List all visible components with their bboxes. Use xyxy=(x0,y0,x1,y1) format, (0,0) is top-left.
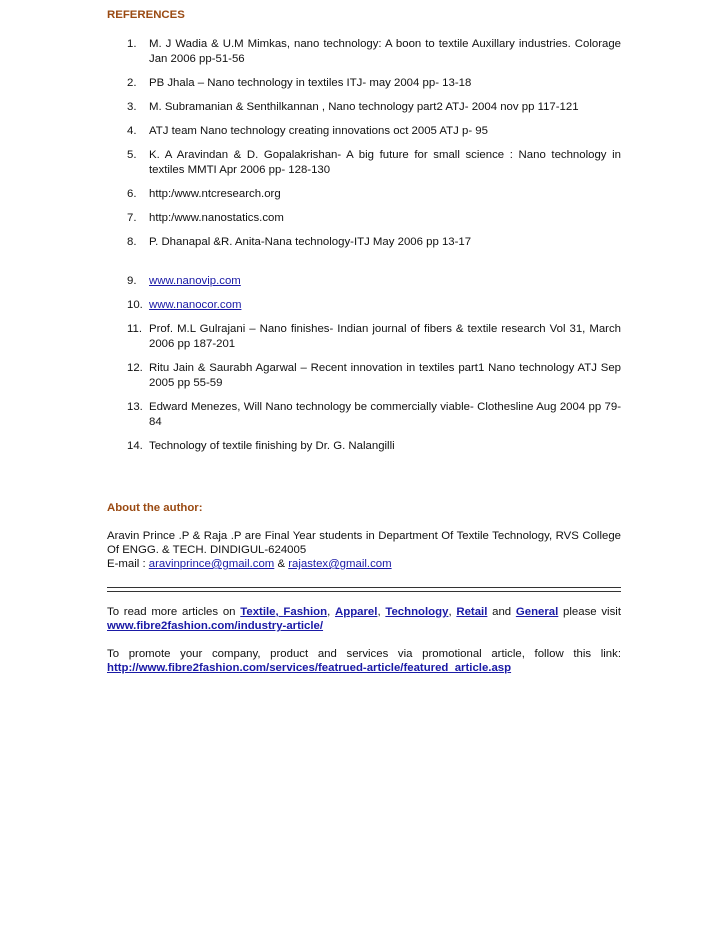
reference-link[interactable]: www.nanovip.com xyxy=(149,275,241,287)
reference-number: 11. xyxy=(127,323,142,335)
references-list xyxy=(107,37,621,454)
reference-text: Technology of textile finishing by Dr. G. Nalangilli xyxy=(149,440,395,452)
category-link-apparel[interactable]: Apparel xyxy=(335,606,378,618)
promo-text: To read more articles on xyxy=(107,606,241,618)
email-label: E-mail : xyxy=(107,558,149,570)
featured-article-link[interactable]: http://www.fibre2fashion.com/services/featrued-article/featured_article.asp xyxy=(107,662,512,674)
reference-text: P. Dhanapal &R. Anita-Nana technology-ITJ May 2006 pp 13-17 xyxy=(149,236,472,248)
reference-item xyxy=(107,361,621,391)
reference-item xyxy=(107,235,621,250)
reference-number: 7. xyxy=(127,212,137,224)
reference-number: 13. xyxy=(127,401,143,413)
email-link-raja[interactable]: rajastex@gmail.com xyxy=(288,558,392,570)
promote-company-paragraph xyxy=(107,647,621,675)
reference-link[interactable]: www.nanocor.com xyxy=(149,299,242,311)
reference-item xyxy=(107,439,621,454)
promo-text: please visit xyxy=(558,606,621,618)
email-link-aravin[interactable]: aravinprince@gmail.com xyxy=(148,558,275,570)
reference-item xyxy=(107,322,621,352)
section-divider xyxy=(107,587,621,592)
reference-item xyxy=(107,298,621,313)
reference-text: M. J Wadia & U.M Mimkas, nano technology: A boon to textile Auxillary industries. Colorage Jan 2006 pp-51-56 xyxy=(149,38,621,65)
author-description: Aravin Prince .P & Raja .P are Final Year students in Department Of Textile Technology, RVS College Of ENGG. & TECH. DINDIGUL-624005 xyxy=(107,530,621,556)
promo-conjunction: and xyxy=(487,606,516,618)
email-separator: & xyxy=(274,558,289,570)
author-heading: About the author: xyxy=(107,502,203,514)
reference-text: http:/www.nanostatics.com xyxy=(149,212,284,224)
reference-text: Edward Menezes, Will Nano technology be commercially viable- Clothesline Aug 2004 pp 79-84 xyxy=(149,401,621,428)
reference-item xyxy=(107,37,621,67)
reference-number: 8. xyxy=(127,236,137,248)
industry-article-link[interactable]: www.fibre2fashion.com/industry-article/ xyxy=(107,620,324,632)
reference-text: Ritu Jain & Saurabh Agarwal – Recent innovation in textiles part1 Nano technology ATJ Sep 2005 pp 55-59 xyxy=(149,362,621,389)
category-link-textile[interactable]: Textile xyxy=(240,606,276,618)
reference-number: 12. xyxy=(127,362,143,374)
category-link-fashion[interactable]: Fashion xyxy=(283,606,328,618)
reference-item xyxy=(107,274,621,289)
reference-number: 14. xyxy=(127,440,143,452)
author-bio xyxy=(107,529,621,571)
category-link-general[interactable]: General xyxy=(515,606,559,618)
references-heading: REFERENCES xyxy=(107,9,185,21)
reference-text: Prof. M.L Gulrajani – Nano finishes- Indian journal of fibers & textile research Vol 31, March 2006 pp 187-201 xyxy=(149,323,621,350)
reference-item xyxy=(107,211,621,226)
reference-item xyxy=(107,400,621,430)
reference-text: M. Subramanian & Senthilkannan , Nano technology part2 ATJ- 2004 nov pp 117-121 xyxy=(149,101,579,113)
reference-item xyxy=(107,148,621,178)
reference-number: 6. xyxy=(127,188,137,200)
reference-text: PB Jhala – Nano technology in textiles ITJ- may 2004 pp- 13-18 xyxy=(149,77,472,89)
reference-number: 1. xyxy=(127,38,137,50)
category-link-retail[interactable]: Retail xyxy=(456,606,488,618)
author-email-line xyxy=(107,557,621,571)
reference-number: 3. xyxy=(127,101,137,113)
reference-item xyxy=(107,76,621,91)
reference-number: 9. xyxy=(127,275,137,287)
reference-text: ATJ team Nano technology creating innovations oct 2005 ATJ p- 95 xyxy=(149,125,488,137)
reference-item xyxy=(107,100,621,115)
reference-text: http:/www.ntcresearch.org xyxy=(149,188,281,200)
promo-text: To promote your company, product and services via promotional article, follow this link: xyxy=(107,648,621,660)
reference-number: 2. xyxy=(127,77,137,89)
reference-number: 4. xyxy=(127,125,137,137)
reference-number: 5. xyxy=(127,149,137,161)
reference-item xyxy=(107,124,621,139)
category-link-technology[interactable]: Technology xyxy=(385,606,449,618)
reference-number: 10. xyxy=(127,299,143,311)
articles-promo-paragraph: To read more articles on Textile, Fashion, Apparel, Technology, Retail and General please visit www.fibre2fashion.com/industry-article/ xyxy=(107,606,621,632)
reference-item xyxy=(107,187,621,202)
reference-text: K. A Aravindan & D. Gopalakrishan- A big future for small science : Nano technology in textiles MMTI Apr 2006 pp- 128-130 xyxy=(149,149,621,176)
